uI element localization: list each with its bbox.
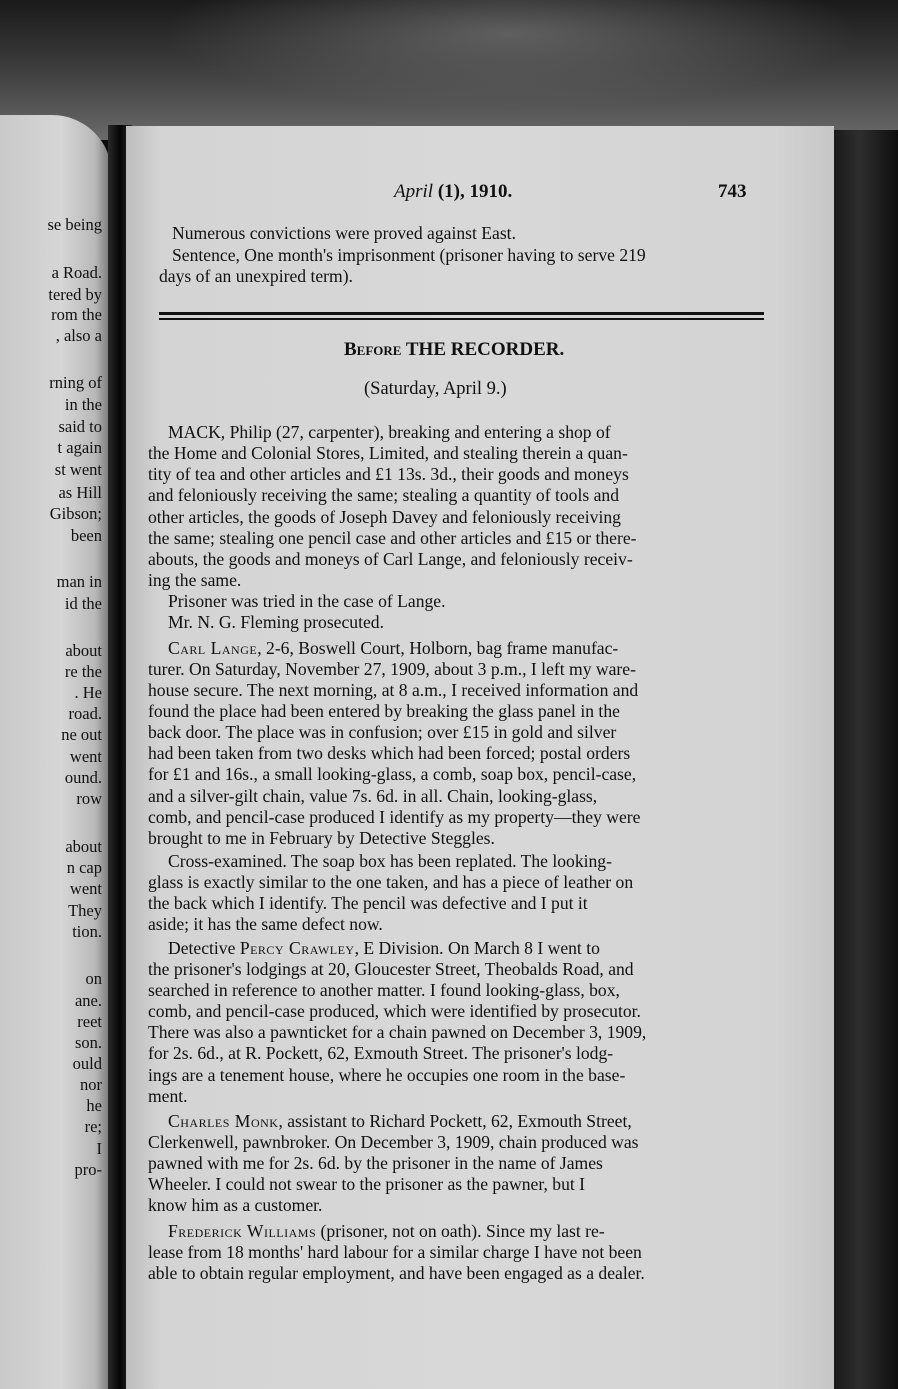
double-rule-top: [159, 312, 764, 315]
body-line: [148, 807, 640, 827]
body-line: [168, 422, 611, 442]
line-text: abouts, the goods and moneys of Carl Lange, and feloniously receiv-: [148, 548, 633, 569]
line-text: ment.: [148, 1085, 188, 1106]
body-line: [148, 828, 495, 848]
body-line: [148, 659, 636, 679]
body-line: [148, 1001, 641, 1021]
body-line: [148, 914, 383, 934]
body-line: [148, 570, 241, 590]
line-text: and feloniously receiving the same; stealing a quantity of tools and: [148, 485, 620, 506]
left-page-fragment: , also a: [55, 326, 102, 345]
line-text: ings are a tenement house, where he occupies one room in the base-: [148, 1064, 626, 1085]
body-line: [168, 851, 612, 871]
body-line: [148, 701, 620, 721]
left-page-fragment: on: [85, 969, 102, 988]
body-line: [168, 1221, 605, 1241]
line-text: comb, and pencil-case produced, which were identified by prosecutor.: [148, 1001, 641, 1022]
line-text: Prisoner was tried in the case of Lange.: [168, 591, 446, 612]
body-line: [148, 764, 636, 784]
left-page-fragment: son.: [74, 1033, 102, 1052]
left-page-fragment: t again: [57, 438, 102, 457]
line-text: found the place had been entered by breaking the glass panel in the: [148, 700, 620, 721]
body-line: [168, 1111, 632, 1131]
body-line: [148, 980, 620, 1000]
body-line: [148, 485, 619, 505]
left-page-fragment: re;: [84, 1117, 102, 1136]
header-date: (1), 1910.: [433, 181, 513, 202]
line-text: know him as a customer.: [148, 1195, 323, 1216]
left-page-fragment: ound.: [64, 768, 102, 787]
left-page-fragment: n cap: [66, 858, 102, 877]
left-page-fragment: went: [69, 747, 102, 766]
left-page-fragment: rning of: [49, 373, 102, 392]
body-line: [148, 1132, 639, 1152]
intro-line: days of an unexpired term).: [159, 266, 353, 286]
session-date: (Saturday, April 9.): [364, 379, 507, 399]
left-page-fragment: ne out: [61, 725, 102, 744]
line-text: the same; stealing one pencil case and other articles and £15 or there-: [148, 527, 637, 548]
section-title: [344, 339, 564, 361]
left-page-fragment: re the: [64, 662, 102, 681]
line-text: had been taken from two desks which had been forced; postal orders: [148, 743, 631, 764]
left-page-fragment: rom the: [51, 305, 102, 324]
body-line: [168, 638, 618, 658]
left-page-fragment: about: [65, 641, 102, 660]
line-text: pawned with me for 2s. 6d. by the prisoner in the name of James: [148, 1153, 603, 1174]
line-text: There was also a pawnticket for a chain pawned on December 3, 1909,: [148, 1022, 647, 1043]
body-line: [168, 938, 600, 958]
left-page-fragment: man in: [56, 572, 102, 591]
left-page-fragment: ould: [72, 1054, 102, 1073]
left-page-fragment: in the: [64, 395, 102, 414]
body-line: [148, 1174, 585, 1194]
line-text: (prisoner, not on oath). Since my last re-: [316, 1220, 605, 1241]
body-line: [148, 786, 597, 806]
line-text: other articles, the goods of Joseph Davey and feloniously receiving: [148, 506, 621, 527]
left-page-fragment: reet: [77, 1012, 102, 1031]
body-line: [148, 464, 629, 484]
line-text: brought to me in February by Detective Steggles.: [148, 827, 495, 848]
left-page-fragment: nor: [80, 1075, 102, 1094]
left-page-fragment: a Road.: [51, 263, 102, 282]
left-page-fragment: said to: [58, 417, 102, 436]
left-page-fragment: I: [96, 1139, 102, 1158]
line-text: searched in reference to another matter. I found looking-glass, box,: [148, 979, 620, 1000]
section-title-main: THE RECORDER.: [401, 339, 565, 360]
intro-line: Sentence, One month's imprisonment (prisoner having to serve 219: [172, 245, 646, 265]
double-rule-bottom: [159, 318, 764, 320]
line-text: Cross-examined. The soap box has been replated. The looking-: [168, 851, 612, 871]
line-text: , E Division. On March 8 I went to: [354, 937, 600, 958]
left-facing-page: [0, 115, 112, 1389]
film-haze: [160, 0, 860, 110]
witness-name: Carl Lange: [168, 637, 258, 658]
body-line: [148, 743, 630, 763]
line-text: for £1 and 16s., a small looking-glass, a comb, soap box, pencil-case,: [148, 764, 637, 785]
left-page-fragment: he: [86, 1096, 102, 1115]
line-text: and a silver-gilt chain, value 7s. 6d. in all. Chain, looking-glass,: [148, 785, 598, 806]
left-page-fragment: id the: [64, 594, 102, 613]
left-page-fragment: been: [70, 526, 102, 545]
line-text: for 2s. 6d., at R. Pockett, 62, Exmouth Street. The prisoner's lodg-: [148, 1043, 614, 1064]
body-line: [148, 959, 634, 979]
left-page-fragment: went: [69, 879, 102, 898]
body-line: [148, 507, 621, 527]
body-line: [148, 549, 633, 569]
body-line: [148, 1242, 642, 1262]
line-text: back door. The place was in confusion; over £15 in gold and silver: [148, 722, 617, 743]
line-text: the back which I identify. The pencil was defective and I put it: [148, 893, 588, 914]
body-line: [148, 1043, 613, 1063]
body-line: [148, 1153, 603, 1173]
line-text: comb, and pencil-case produced I identify as my property—they were: [148, 806, 641, 827]
body-line: [168, 612, 384, 632]
left-page-fragment: tion.: [72, 922, 102, 941]
left-page-fragment: . He: [74, 683, 102, 702]
intro-line: Numerous convictions were proved against East.: [172, 223, 516, 243]
section-title-small-caps: Before: [344, 339, 402, 360]
line-text: the Home and Colonial Stores, Limited, and stealing therein a quan-: [148, 443, 628, 464]
main-page: [126, 126, 834, 1389]
body-line: [148, 1263, 645, 1283]
left-page-fragment: se being: [47, 215, 102, 234]
body-line: [148, 1022, 646, 1042]
body-line: [148, 443, 628, 463]
body-line: [148, 872, 633, 892]
witness-name: Frederick Williams: [168, 1220, 317, 1241]
body-line: [148, 893, 588, 913]
left-page-fragment: pro-: [74, 1160, 102, 1179]
line-prefix: Detective: [168, 937, 240, 958]
left-page-fragment: They: [68, 901, 102, 920]
line-text: , 2-6, Boswell Court, Holborn, bag frame manufac-: [257, 637, 619, 658]
line-text: glass is exactly similar to the one taken, and has a piece of leather on: [148, 872, 634, 893]
body-line: [148, 1195, 322, 1215]
line-text: tity of tea and other articles and £1 13s. 3d., their goods and moneys: [148, 464, 629, 485]
page-number: 743: [718, 181, 747, 202]
line-text: ing the same.: [148, 570, 242, 591]
left-page-fragment: Gibson;: [49, 504, 102, 523]
body-line: [148, 1086, 188, 1106]
body-line: [168, 591, 446, 611]
left-page-fragment: st went: [54, 460, 102, 479]
line-text: the prisoner's lodgings at 20, Gloucester Street, Theobalds Road, and: [148, 958, 634, 979]
line-text: MACK, Philip (27, carpenter), breaking and entering a shop of: [168, 422, 611, 442]
line-text: house secure. The next morning, at 8 a.m., I received information and: [148, 679, 639, 700]
left-page-fragment: about: [65, 837, 102, 856]
left-page-fragment: road.: [68, 704, 102, 723]
header-month: April: [394, 181, 434, 202]
left-page-fragment: as Hill: [58, 483, 102, 502]
line-text: able to obtain regular employment, and have been engaged as a dealer.: [148, 1262, 645, 1283]
line-text: Wheeler. I could not swear to the prisoner as the pawner, but I: [148, 1174, 586, 1195]
body-line: [148, 680, 638, 700]
line-text: , assistant to Richard Pockett, 62, Exmouth Street,: [278, 1110, 632, 1131]
line-text: turer. On Saturday, November 27, 1909, about 3 p.m., I left my ware-: [148, 658, 636, 679]
body-line: [148, 722, 616, 742]
witness-name: Percy Crawley: [239, 937, 355, 958]
left-page-fragment: tered by: [48, 285, 102, 304]
line-text: Mr. N. G. Fleming prosecuted.: [168, 612, 384, 633]
witness-name: Charles Monk: [168, 1110, 279, 1131]
body-line: [148, 528, 637, 548]
line-text: lease from 18 months' hard labour for a similar charge I have not been: [148, 1241, 642, 1262]
running-header: [394, 181, 512, 203]
line-text: Clerkenwell, pawnbroker. On December 3, 1909, chain produced was: [148, 1131, 639, 1152]
line-text: aside; it has the same defect now.: [148, 914, 383, 935]
left-page-fragment: ane.: [74, 991, 102, 1010]
body-line: [148, 1065, 625, 1085]
left-page-fragment: row: [76, 789, 102, 808]
page-right-edge: [834, 130, 898, 1389]
